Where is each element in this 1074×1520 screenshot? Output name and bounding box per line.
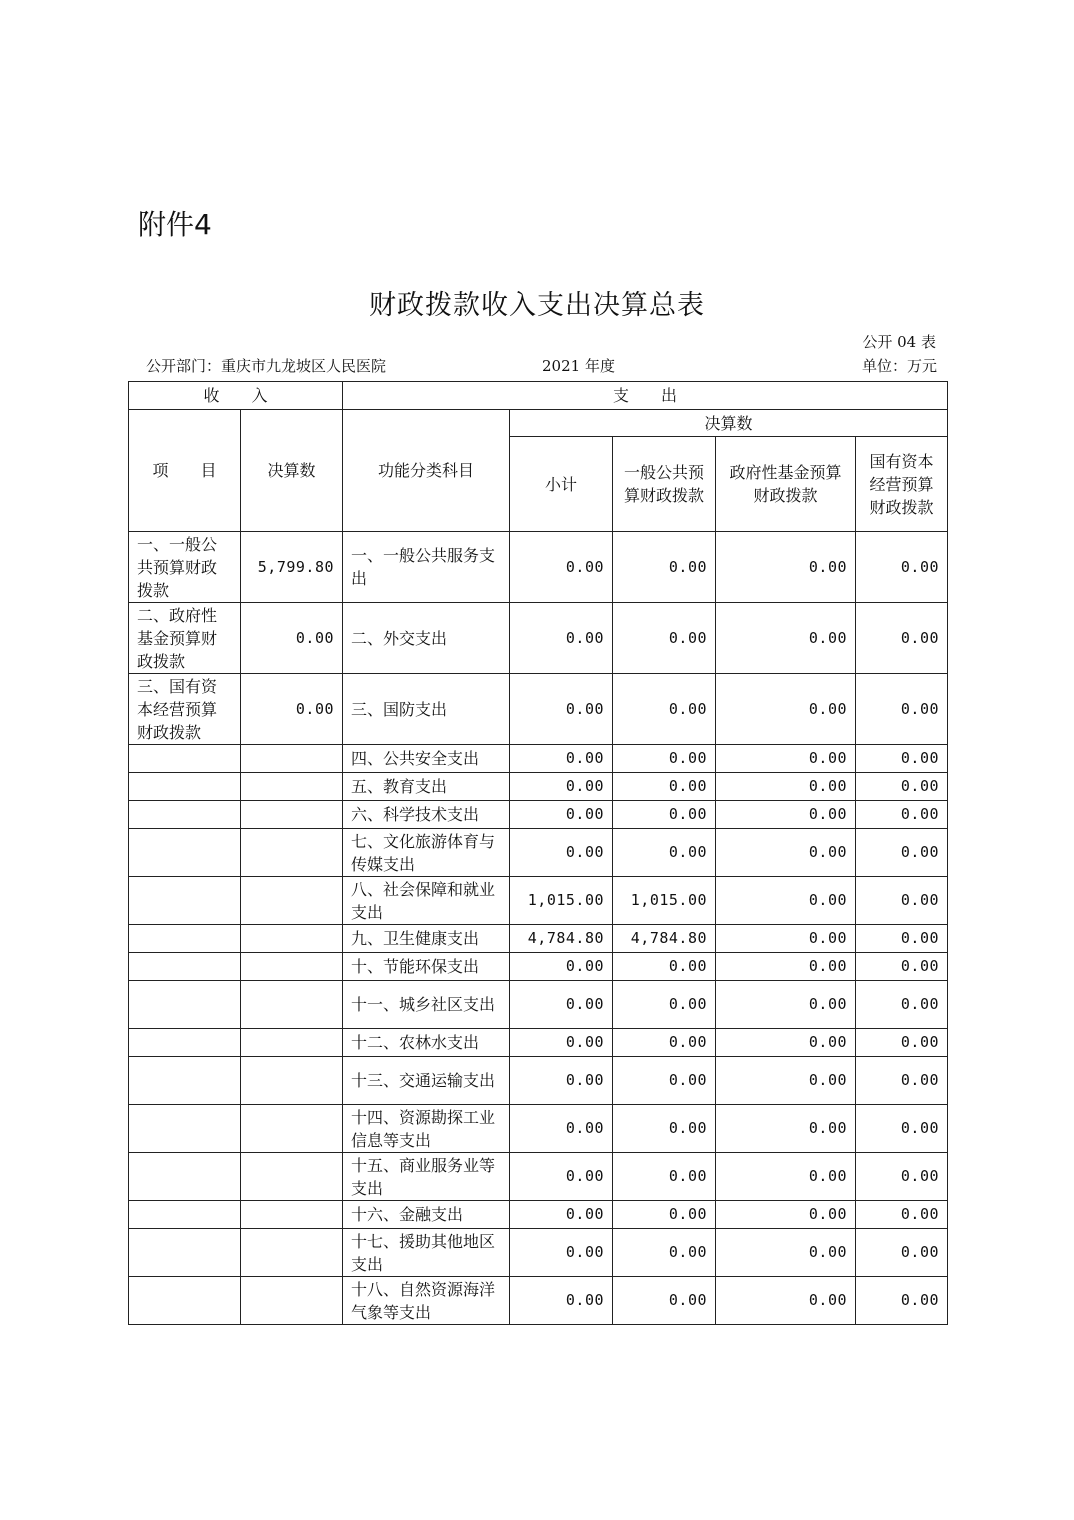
income-amount-cell: [241, 877, 343, 925]
table-row: [129, 829, 948, 877]
category-cell: 十八、自然资源海洋气象等支出: [343, 1277, 510, 1325]
gov-fund-cell: 0.00: [716, 953, 856, 981]
form-number: 公开 04 表: [862, 333, 936, 351]
table-row: [129, 603, 948, 674]
table-row: [129, 1229, 948, 1277]
general-budget-cell: 0.00: [613, 1277, 716, 1325]
fiscal-table: [128, 381, 948, 1325]
state-capital-cell: 0.00: [856, 603, 948, 674]
table-row: [129, 745, 948, 773]
subtotal-cell: 0.00: [510, 532, 613, 603]
general-budget-cell: 0.00: [613, 1201, 716, 1229]
category-cell: 十二、农林水支出: [343, 1029, 510, 1057]
income-amount-cell: [241, 925, 343, 953]
subtotal-cell: 0.00: [510, 1029, 613, 1057]
category-cell: 十、节能环保支出: [343, 953, 510, 981]
income-item-cell: [129, 1029, 241, 1057]
gov-fund-cell: 0.00: [716, 1153, 856, 1201]
general-budget-cell: 0.00: [613, 801, 716, 829]
category-header: 功能分类科目: [343, 410, 510, 532]
general-budget-cell: 0.00: [613, 603, 716, 674]
income-item-cell: [129, 773, 241, 801]
income-item-cell: [129, 981, 241, 1029]
state-capital-cell: 0.00: [856, 1057, 948, 1105]
income-item-cell: [129, 801, 241, 829]
state-capital-cell: 0.00: [856, 981, 948, 1029]
income-item-cell: 三、国有资本经营预算财政拨款: [129, 674, 241, 745]
category-cell: 十一、城乡社区支出: [343, 981, 510, 1029]
category-cell: 五、教育支出: [343, 773, 510, 801]
category-cell: 十四、资源勘探工业信息等支出: [343, 1105, 510, 1153]
expense-header: 支 出: [343, 382, 948, 410]
state-capital-cell: 0.00: [856, 745, 948, 773]
department-label: 公开部门：重庆市九龙坡区人民医院: [146, 357, 387, 375]
subtotal-cell: 0.00: [510, 1153, 613, 1201]
subtotal-cell: 0.00: [510, 1057, 613, 1105]
table-row: [129, 981, 948, 1029]
state-capital-cell: 0.00: [856, 1105, 948, 1153]
header-row-1: [129, 382, 948, 410]
subtotal-cell: 0.00: [510, 829, 613, 877]
subtotal-cell: 0.00: [510, 603, 613, 674]
table-row: [129, 1105, 948, 1153]
income-item-cell: [129, 829, 241, 877]
income-amount-cell: [241, 773, 343, 801]
gov-fund-cell: 0.00: [716, 877, 856, 925]
general-budget-cell: 0.00: [613, 1105, 716, 1153]
subtotal-cell: 0.00: [510, 801, 613, 829]
income-amount-cell: 0.00: [241, 603, 343, 674]
income-amount-cell: [241, 1029, 343, 1057]
table-row: [129, 1277, 948, 1325]
amount-header: 决算数: [241, 410, 343, 532]
subtotal-cell: 0.00: [510, 745, 613, 773]
state-capital-cell: 0.00: [856, 925, 948, 953]
general-budget-cell: 0.00: [613, 745, 716, 773]
state-capital-cell: 0.00: [856, 829, 948, 877]
general-budget-cell: 0.00: [613, 1153, 716, 1201]
category-cell: 七、文化旅游体育与传媒支出: [343, 829, 510, 877]
subtotal-header: 小计: [510, 437, 613, 532]
subtotal-cell: 0.00: [510, 953, 613, 981]
gov-fund-cell: 0.00: [716, 925, 856, 953]
state-capital-cell: 0.00: [856, 1153, 948, 1201]
category-cell: 一、一般公共服务支出: [343, 532, 510, 603]
income-amount-cell: [241, 1105, 343, 1153]
category-cell: 四、公共安全支出: [343, 745, 510, 773]
table-row: [129, 1153, 948, 1201]
income-item-cell: [129, 1229, 241, 1277]
income-amount-cell: [241, 829, 343, 877]
income-item-cell: [129, 1105, 241, 1153]
table-row: [129, 1201, 948, 1229]
meta-row: [146, 355, 937, 377]
subtotal-cell: 0.00: [510, 1229, 613, 1277]
income-item-cell: [129, 877, 241, 925]
general-budget-cell: 0.00: [613, 829, 716, 877]
income-item-cell: 一、一般公共预算财政拨款: [129, 532, 241, 603]
gov-fund-cell: 0.00: [716, 1029, 856, 1057]
table-row: [129, 532, 948, 603]
subtotal-cell: 0.00: [510, 1201, 613, 1229]
income-header: 收 入: [129, 382, 343, 410]
state-capital-cell: 0.00: [856, 532, 948, 603]
general-budget-cell: 0.00: [613, 1057, 716, 1105]
category-cell: 十七、援助其他地区支出: [343, 1229, 510, 1277]
page-title: 财政拨款收入支出决算总表: [369, 290, 705, 321]
income-amount-cell: [241, 801, 343, 829]
category-cell: 二、外交支出: [343, 603, 510, 674]
income-item-cell: [129, 745, 241, 773]
state-capital-cell: 0.00: [856, 877, 948, 925]
gov-fund-cell: 0.00: [716, 981, 856, 1029]
income-item-cell: 二、政府性基金预算财政拨款: [129, 603, 241, 674]
state-capital-cell: 0.00: [856, 1229, 948, 1277]
subtotal-cell: 0.00: [510, 773, 613, 801]
general-budget-cell: 1,015.00: [613, 877, 716, 925]
unit-label: 单位：万元: [861, 357, 937, 375]
state-capital-cell: 0.00: [856, 953, 948, 981]
year-label: 2021 年度: [542, 357, 615, 375]
category-cell: 十六、金融支出: [343, 1201, 510, 1229]
income-item-cell: [129, 1201, 241, 1229]
category-cell: 三、国防支出: [343, 674, 510, 745]
table-row: [129, 877, 948, 925]
table-row: [129, 925, 948, 953]
general-budget-header: 一般公共预算财政拨款: [613, 437, 716, 532]
gov-fund-cell: 0.00: [716, 674, 856, 745]
income-amount-cell: [241, 1153, 343, 1201]
state-capital-cell: 0.00: [856, 1201, 948, 1229]
state-capital-cell: 0.00: [856, 801, 948, 829]
table-row: [129, 953, 948, 981]
attachment-label: 附件4: [138, 208, 212, 241]
table-row: [129, 801, 948, 829]
gov-fund-cell: 0.00: [716, 745, 856, 773]
general-budget-cell: 4,784.80: [613, 925, 716, 953]
general-budget-cell: 0.00: [613, 532, 716, 603]
general-budget-cell: 0.00: [613, 674, 716, 745]
gov-fund-cell: 0.00: [716, 1201, 856, 1229]
income-amount-cell: [241, 1277, 343, 1325]
subtotal-cell: 1,015.00: [510, 877, 613, 925]
gov-fund-cell: 0.00: [716, 603, 856, 674]
subtotal-cell: 4,784.80: [510, 925, 613, 953]
category-cell: 十三、交通运输支出: [343, 1057, 510, 1105]
state-capital-cell: 0.00: [856, 773, 948, 801]
income-amount-cell: 5,799.80: [241, 532, 343, 603]
income-amount-cell: [241, 1201, 343, 1229]
general-budget-cell: 0.00: [613, 981, 716, 1029]
general-budget-cell: 0.00: [613, 953, 716, 981]
gov-fund-cell: 0.00: [716, 1277, 856, 1325]
table-row: [129, 1029, 948, 1057]
gov-fund-cell: 0.00: [716, 1057, 856, 1105]
income-amount-cell: [241, 1057, 343, 1105]
subtotal-cell: 0.00: [510, 1105, 613, 1153]
income-amount-cell: [241, 981, 343, 1029]
state-capital-cell: 0.00: [856, 1029, 948, 1057]
general-budget-cell: 0.00: [613, 1029, 716, 1057]
state-capital-header: 国有资本经营预算财政拨款: [856, 437, 948, 532]
gov-fund-cell: 0.00: [716, 1229, 856, 1277]
subtotal-cell: 0.00: [510, 674, 613, 745]
general-budget-cell: 0.00: [613, 1229, 716, 1277]
table-row: [129, 1057, 948, 1105]
item-header: 项 目: [129, 410, 241, 532]
gov-fund-cell: 0.00: [716, 773, 856, 801]
state-capital-cell: 0.00: [856, 674, 948, 745]
header-row-2: [129, 410, 948, 437]
final-group-header: 决算数: [510, 410, 948, 437]
category-cell: 九、卫生健康支出: [343, 925, 510, 953]
general-budget-cell: 0.00: [613, 773, 716, 801]
income-amount-cell: [241, 1229, 343, 1277]
income-amount-cell: 0.00: [241, 674, 343, 745]
category-cell: 六、科学技术支出: [343, 801, 510, 829]
subtotal-cell: 0.00: [510, 1277, 613, 1325]
table-row: [129, 674, 948, 745]
table-row: [129, 773, 948, 801]
income-item-cell: [129, 1277, 241, 1325]
gov-fund-cell: 0.00: [716, 1105, 856, 1153]
income-item-cell: [129, 1057, 241, 1105]
gov-fund-cell: 0.00: [716, 801, 856, 829]
category-cell: 十五、商业服务业等支出: [343, 1153, 510, 1201]
state-capital-cell: 0.00: [856, 1277, 948, 1325]
income-amount-cell: [241, 953, 343, 981]
income-item-cell: [129, 1153, 241, 1201]
gov-fund-header: 政府性基金预算财政拨款: [716, 437, 856, 532]
income-item-cell: [129, 953, 241, 981]
income-amount-cell: [241, 745, 343, 773]
gov-fund-cell: 0.00: [716, 829, 856, 877]
income-item-cell: [129, 925, 241, 953]
gov-fund-cell: 0.00: [716, 532, 856, 603]
category-cell: 八、社会保障和就业支出: [343, 877, 510, 925]
subtotal-cell: 0.00: [510, 981, 613, 1029]
